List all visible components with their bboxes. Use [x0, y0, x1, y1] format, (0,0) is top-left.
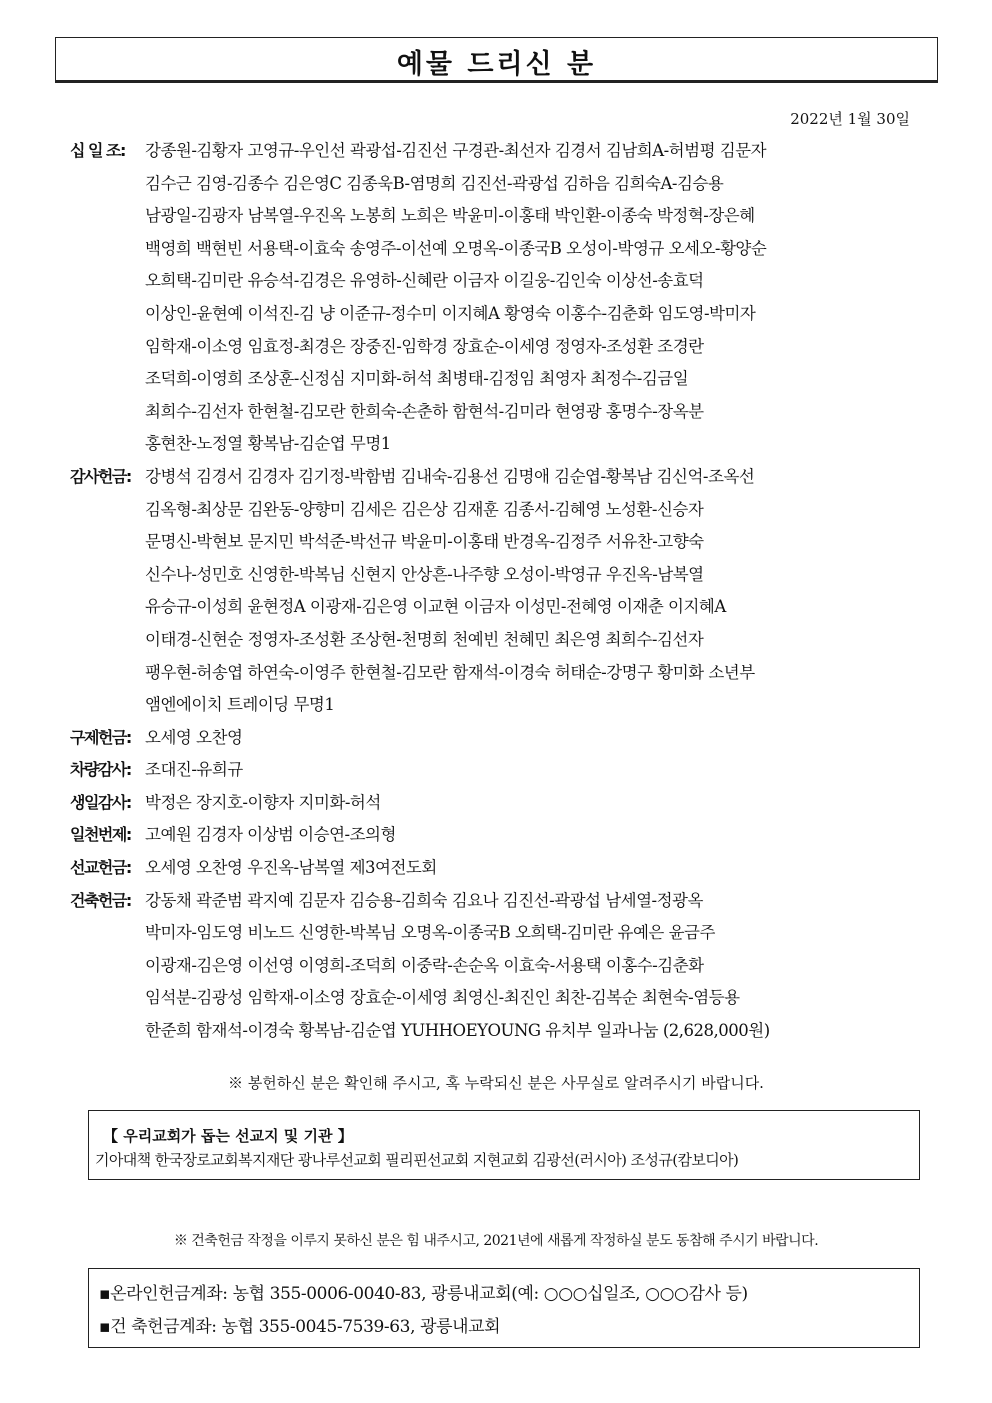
section-label: 건축헌금:: [70, 890, 131, 910]
offering-names: 오희택-김미란 유승석-김경은 유영하-신혜란 이금자 이길웅-김인숙 이상선-송효덕: [145, 271, 704, 291]
offering-row: [70, 523, 930, 556]
offering-names: 강병석 김경서 김경자 김기정-박함범 김내숙-김용선 김명애 김순엽-황복남 김신억-조옥선: [145, 466, 755, 486]
section-label: 십 일 조:: [70, 141, 125, 160]
section-label: 감사헌금:: [70, 466, 131, 486]
offering-row: [70, 849, 930, 882]
account-box: [88, 1268, 920, 1348]
offering-row: [70, 262, 930, 295]
offering-row: [70, 719, 930, 752]
online-account: ▪온라인헌금계좌: 농협 355-0006-0040-83, 광릉내교회(예: ○○○십일조, ○○○감사 등): [99, 1284, 748, 1304]
offering-names: 김수근 김영-김종수 김은영C 김종욱B-염명희 김진선-곽광섭 김하음 김희숙A-김승용: [145, 173, 724, 193]
offering-names: 조대진-유희규: [145, 760, 243, 780]
offering-names: 문명신-박현보 문지민 박석준-박선규 박윤미-이홍태 반경옥-김정주 서유찬-고향숙: [145, 532, 704, 552]
offering-row: [70, 784, 930, 817]
offering-names: 임학재-이소영 임효정-최경은 장중진-임학경 장효순-이세영 정영자-조성환 조경란: [145, 336, 704, 356]
offering-names: 오세영 오찬영: [145, 727, 243, 747]
offering-names: 최희수-김선자 한현철-김모란 한희숙-손춘하 함현석-김미라 현영광 홍명수-장옥분: [145, 401, 704, 421]
offering-row: [70, 621, 930, 654]
support-box: [88, 1110, 920, 1180]
title-box: [55, 37, 938, 81]
offering-row: [70, 393, 930, 426]
date: 2022년 1월 30일: [790, 110, 910, 128]
offering-row: [70, 328, 930, 361]
offering-row: [70, 491, 930, 524]
offering-row: [70, 979, 930, 1012]
offering-list: [70, 132, 930, 1045]
offering-names: 박미자-임도영 비노드 신영한-박복님 오명옥-이종국B 오희택-김미란 유예은 윤금주: [145, 923, 715, 943]
offering-names: 임석분-김광성 임학재-이소영 장효순-이세영 최영신-최진인 최찬-김복순 최현숙-염등용: [145, 988, 740, 1008]
section-label: 선교헌금:: [70, 858, 131, 878]
section-label: 차량감사:: [70, 760, 131, 780]
offering-row: [70, 360, 930, 393]
offering-names: 이광재-김은영 이선영 이영희-조덕희 이중락-손순옥 이효숙-서용택 이홍수-김춘화: [145, 955, 704, 975]
offering-row: [70, 686, 930, 719]
section-label: 구제헌금:: [70, 727, 131, 747]
offering-names: 이상인-윤현예 이석진-김 냥 이준규-정수미 이지혜A 황영숙 이홍수-김춘화 임도영-박미자: [145, 303, 756, 323]
offering-names: 홍현찬-노정열 황복남-김순엽 무명1: [145, 434, 391, 454]
offering-names: 박정은 장지호-이향자 지미화-허석: [145, 792, 381, 812]
offering-row: [70, 588, 930, 621]
offering-row: [70, 556, 930, 589]
offering-names: 고예원 김경자 이상범 이승연-조의형: [145, 825, 396, 845]
confirm-note: ※ 봉헌하신 분은 확인해 주시고, 혹 누락되신 분은 사무실로 알려주시기 바랍니다.: [228, 1074, 764, 1092]
offering-row: [70, 914, 930, 947]
page-title: 예물 드리신 분: [396, 49, 597, 80]
offering-names: 앰엔에이치 트레이딩 무명1: [145, 695, 335, 715]
offering-row: [70, 425, 930, 458]
support-box-title: 【 우리교회가 돕는 선교지 및 기관 】: [103, 1127, 353, 1145]
offering-names: 오세영 오찬영 우진옥-남복열 제3여전도회: [145, 858, 437, 878]
offering-names: 조덕희-이영희 조상훈-신정심 지미화-허석 최병태-김정임 최영자 최정수-김금일: [145, 369, 689, 389]
offering-row: [70, 230, 930, 263]
offering-names: 김옥형-최상문 김완동-양향미 김세은 김은상 김재훈 김종서-김혜영 노성환-신승자: [145, 499, 704, 519]
offering-names: 백영희 백현빈 서용택-이효숙 송영주-이선예 오명옥-이종국B 오성이-박영규 오세오-황양순: [145, 238, 767, 258]
building-account: ▪건 축헌금계좌: 농협 355-0045-7539-63, 광릉내교회: [99, 1317, 501, 1337]
offering-names: 이태경-신현순 정영자-조성환 조상현-천명희 천예빈 천혜민 최은영 최희수-김선자: [145, 629, 704, 649]
offering-names: 유승규-이성희 윤현정A 이광재-김은영 이교현 이금자 이성민-전혜영 이재춘 이지혜A: [145, 597, 726, 617]
offering-row: [70, 882, 930, 915]
offering-row: [70, 165, 930, 198]
offering-names: 강종원-김황자 고영규-우인선 곽광섭-김진선 구경관-최선자 김경서 김남희A-허범평 김문자: [145, 141, 767, 160]
offering-row: [70, 654, 930, 687]
offering-names: 팽우현-허송엽 하연숙-이영주 한현철-김모란 함재석-이경숙 허태순-강명구 황미화 소년부: [145, 662, 755, 682]
offering-row: [70, 295, 930, 328]
offering-names: 한준희 함재석-이경숙 황복남-김순엽 YUHHOEYOUNG 유치부 일과나눔 (2,628,000원): [145, 1021, 770, 1041]
offering-names: 강동채 곽준범 곽지예 김문자 김승용-김희숙 김요나 김진선-곽광섭 남세열-정광옥: [145, 890, 703, 910]
offering-names: 남광일-김광자 남복열-우진옥 노봉희 노희은 박윤미-이홍태 박인환-이종숙 박정혁-장은혜: [145, 206, 755, 226]
offering-names: 신수나-성민호 신영한-박복님 신현지 안상흔-나주향 오성이-박영규 우진옥-남복열: [145, 564, 704, 584]
building-note: ※ 건축헌금 작정을 이루지 못하신 분은 힘 내주시고, 2021년에 새롭게 작정하실 분도 동참해 주시기 바랍니다.: [173, 1233, 819, 1249]
offering-row: [70, 1012, 930, 1045]
offering-row: [70, 816, 930, 849]
section-label: 생일감사:: [70, 792, 131, 812]
offering-row: [70, 947, 930, 980]
offering-row: [70, 197, 930, 230]
offering-row: [70, 751, 930, 784]
offering-row: [70, 458, 930, 491]
offering-row: [70, 132, 930, 165]
section-label: 일천번제:: [70, 825, 131, 845]
support-box-body: 기아대책 한국장로교회복지재단 광나루선교회 필리핀선교회 지현교회 김광선(러시아) 조성규(캄보디아): [95, 1151, 739, 1169]
